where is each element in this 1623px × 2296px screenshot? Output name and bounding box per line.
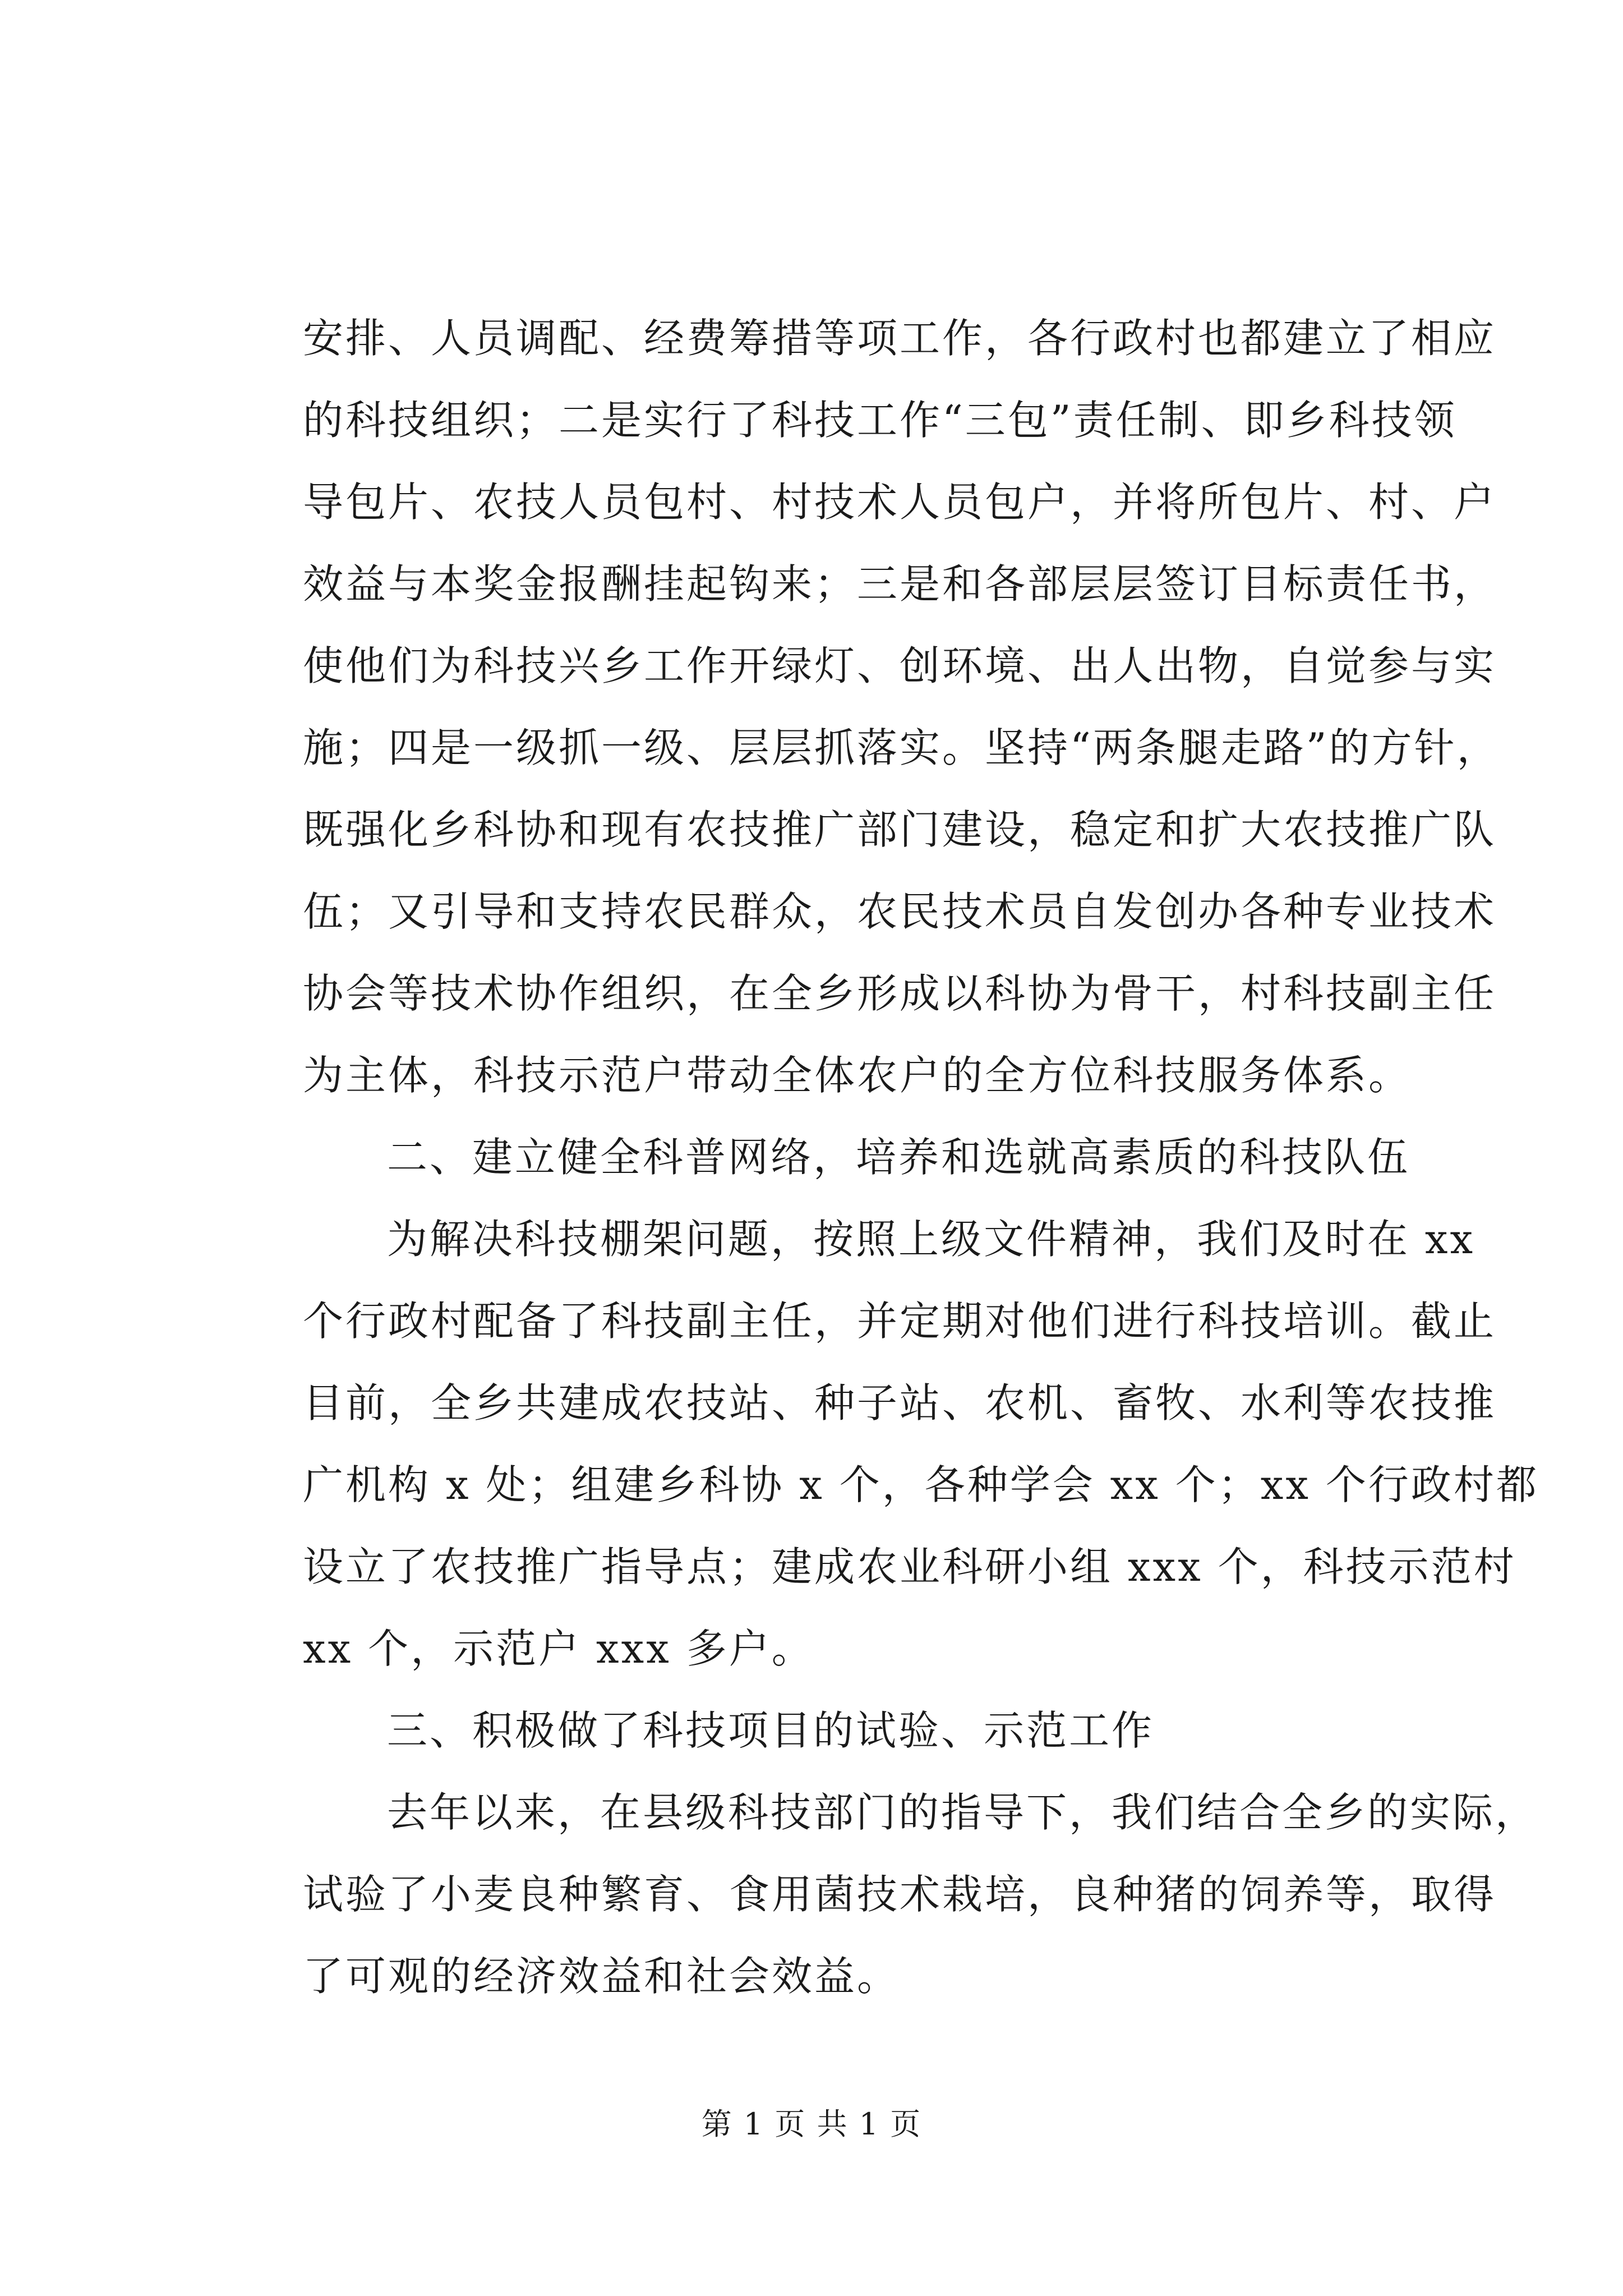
page-footer [0,2105,1623,2144]
text-line-2: 的科技组织；二是实行了科技工作“三包”责任制、即乡科技领 [303,397,1457,444]
text-line-13: 个行政村配备了科技副主任，并定期对他们进行科技培训。截止 [303,1297,1497,1345]
text-line-16: 设立了农技推广指导点；建成农业科研小组 xxx 个，科技示范村 [303,1543,1516,1590]
document-body [303,297,1539,2017]
text-line-1: 安排、人员调配、经费筹措等项工作，各行政村也都建立了相应 [303,315,1497,362]
text-line-14: 目前，全乡共建成农技站、种子站、农机、畜牧、水利等农技推 [303,1379,1497,1427]
text-line-12: 为解决科技棚架问题，按照上级文件精神，我们及时在 xx [387,1216,1476,1263]
text-line-7: 既强化乡科协和现有农技推广部门建设，稳定和扩大农技推广队 [303,806,1497,853]
text-line-10: 为主体，科技示范户带动全体农户的全方位科技服务体系。 [303,1052,1412,1099]
text-line-19: 去年以来，在县级科技部门的指导下，我们结合全乡的实际， [387,1789,1538,1836]
text-line-8: 伍；又引导和支持农民群众，农民技术员自发创办各种专业技术 [303,888,1497,935]
text-line-21: 了可观的经济效益和社会效益。 [303,1953,900,2000]
section-heading-3: 三、积极做了科技项目的试验、示范工作 [387,1707,1155,1754]
text-line-4: 效益与本奖金报酬挂起钩来；三是和各部层层签订目标责任书， [303,560,1497,608]
section-heading-2: 二、建立健全科普网络，培养和选就高素质的科技队伍 [387,1134,1410,1181]
text-line-15: 广机构 x 处；组建乡科协 x 个，各种学会 xx 个；xx 个行政村都 [303,1461,1539,1508]
text-line-6: 施；四是一级抓一级、层层抓落实。坚持“两条腿走路”的方针， [303,724,1500,771]
page-number-label: 第 1 页 共 1 页 [701,2106,922,2142]
text-line-17: xx 个，示范户 xxx 多户。 [303,1625,814,1672]
text-line-3: 导包片、农技人员包村、村技术人员包户，并将所包片、村、户 [303,478,1497,526]
text-line-9: 协会等技术协作组织，在全乡形成以科协为骨干，村科技副主任 [303,970,1497,1017]
text-line-5: 使他们为科技兴乡工作开绿灯、创环境、出人出物，自觉参与实 [303,642,1497,689]
text-line-20: 试验了小麦良种繁育、食用菌技术栽培，良种猪的饲养等，取得 [303,1871,1497,1918]
